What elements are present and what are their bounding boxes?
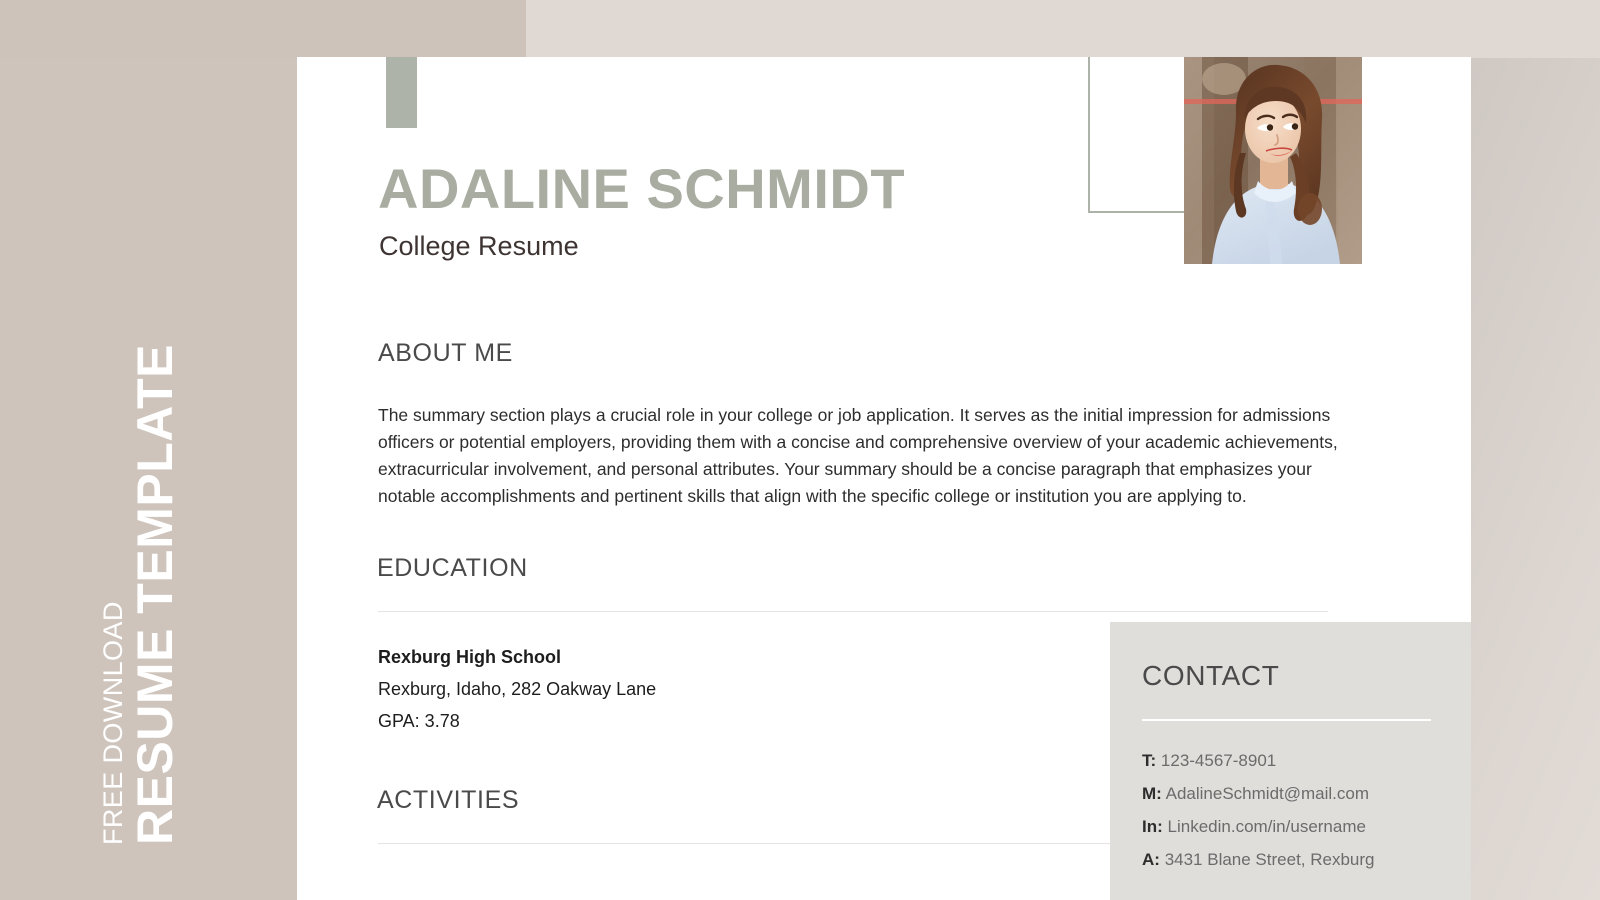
background-left-block-upper	[0, 0, 526, 58]
contact-row-phone	[1142, 744, 1375, 777]
contact-list	[1142, 744, 1375, 876]
education-gpa: GPA: 3.78	[378, 711, 460, 731]
promo-sub-text: FREE DOWNLOAD	[98, 601, 128, 845]
contact-value-linkedin: Linkedin.com/in/username	[1167, 817, 1366, 836]
contact-value-phone: 123-4567-8901	[1160, 751, 1277, 770]
profile-photo	[1184, 57, 1362, 264]
contact-row-email	[1142, 777, 1375, 810]
resume-page	[297, 57, 1471, 900]
accent-bar	[386, 57, 417, 128]
education-school-name: Rexburg High School	[378, 647, 562, 667]
education-heading: EDUCATION	[377, 554, 528, 582]
contact-label-email: M:	[1142, 784, 1162, 803]
about-heading: ABOUT ME	[378, 339, 513, 367]
about-body-text: The summary section plays a crucial role in your college or job application. It serves as the initial impression for admissions officers or potential employers, providing them with a concise and comprehensive overview of your academic achievements, extracurricular involvement, and personal attributes. Your summary should be a concise paragraph that emphasizes your notable accomplishments and pertinent skills that align with the specific college or institution you are applying to.	[378, 405, 1338, 506]
education-location: Rexburg, Idaho, 282 Oakway Lane	[378, 679, 657, 699]
contact-row-address	[1142, 843, 1375, 876]
contact-divider	[1142, 719, 1431, 721]
page-subtitle: College Resume	[379, 231, 579, 261]
contact-heading: CONTACT	[1142, 660, 1280, 691]
contact-label-phone: T:	[1142, 751, 1157, 770]
contact-row-linkedin	[1142, 810, 1375, 843]
page-title-name: ADALINE SCHMIDT	[378, 157, 906, 220]
contact-label-address: A:	[1142, 850, 1160, 869]
contact-label-linkedin: In:	[1142, 817, 1163, 836]
contact-value-address: 3431 Blane Street, Rexburg	[1164, 850, 1375, 869]
education-entry	[378, 641, 656, 737]
education-divider	[378, 611, 1328, 612]
promo-main-text: RESUME TEMPLATE	[127, 343, 183, 845]
contact-value-email: AdalineSchmidt@mail.com	[1165, 784, 1370, 803]
contact-panel	[1110, 622, 1471, 900]
activities-heading: ACTIVITIES	[377, 786, 520, 814]
